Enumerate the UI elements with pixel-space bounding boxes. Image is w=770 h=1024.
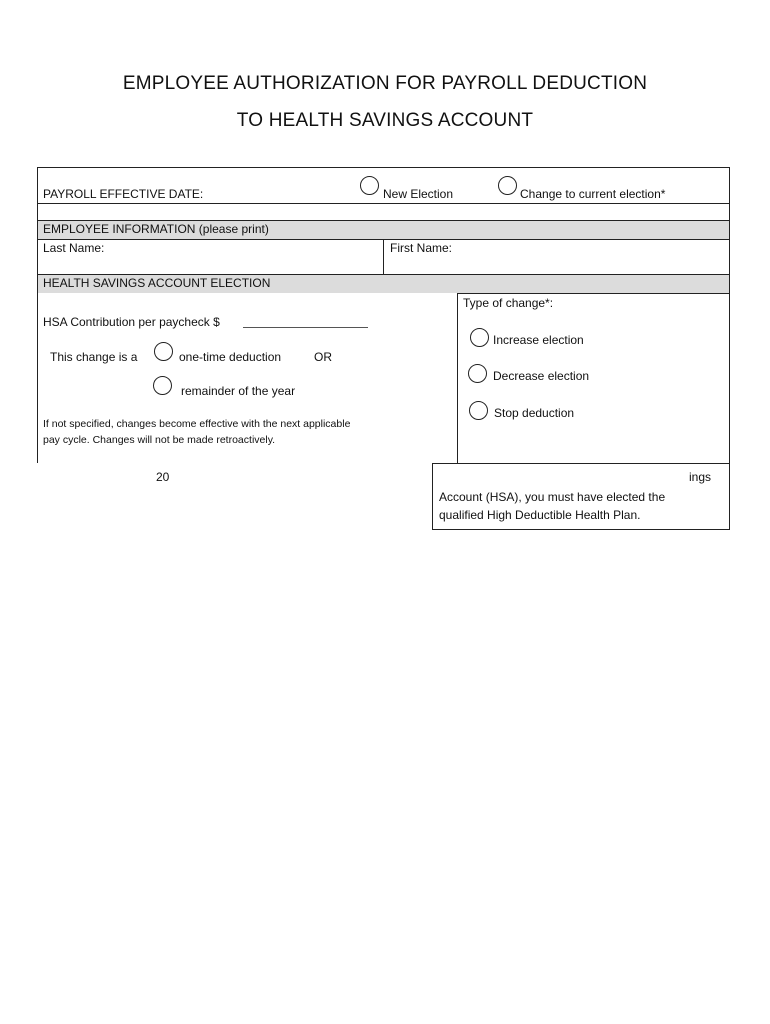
one-time-deduction-label: one-time deduction [179, 350, 282, 364]
new-election-label: New Election [383, 187, 454, 201]
first-name-label: First Name: [390, 241, 453, 255]
change-is-a-label: This change is a [50, 350, 138, 364]
form-right-border [729, 167, 730, 463]
footer-box-bottom [432, 529, 730, 530]
decrease-election-label: Decrease election [493, 369, 590, 383]
type-column-divider [457, 293, 458, 463]
first-name-field[interactable] [390, 256, 726, 272]
form-title-line2: TO HEALTH SAVINGS ACCOUNT [236, 110, 534, 131]
year-prefix: 20 [156, 470, 170, 484]
decrease-election-radio[interactable] [468, 364, 487, 383]
footer-box-left [432, 463, 433, 530]
name-column-divider [383, 239, 384, 274]
account-note-line1: Account (HSA), you must have elected the [439, 490, 666, 504]
ings-fragment: ings [689, 470, 712, 484]
effective-note-line1: If not specified, changes become effective with the next applicable [43, 418, 351, 430]
increase-election-radio[interactable] [470, 328, 489, 347]
hsa-contribution-label: HSA Contribution per paycheck $ [43, 315, 220, 329]
hsa-contribution-field[interactable] [243, 327, 368, 328]
stop-deduction-label: Stop deduction [494, 406, 575, 420]
last-name-field[interactable] [43, 256, 379, 272]
divider [457, 293, 730, 294]
remainder-of-year-radio[interactable] [153, 376, 172, 395]
stop-deduction-radio[interactable] [469, 401, 488, 420]
last-name-label: Last Name: [43, 241, 105, 255]
form-title-line1: EMPLOYEE AUTHORIZATION FOR PAYROLL DEDUCTION [122, 73, 648, 94]
or-label: OR [314, 350, 332, 364]
change-election-label: Change to current election* [520, 187, 666, 201]
footer-box-top [432, 463, 730, 464]
employee-section-heading: EMPLOYEE INFORMATION (please print) [43, 222, 269, 236]
form-top-border [37, 167, 730, 168]
one-time-deduction-radio[interactable] [154, 342, 173, 361]
remainder-of-year-label: remainder of the year [181, 384, 296, 398]
hsa-section-heading: HEALTH SAVINGS ACCOUNT ELECTION [43, 276, 271, 290]
footer-box-right [729, 463, 730, 530]
new-election-radio[interactable] [360, 176, 379, 195]
increase-election-label: Increase election [493, 333, 584, 347]
form-left-border [37, 167, 38, 463]
payroll-effective-date-label: PAYROLL EFFECTIVE DATE: [43, 187, 204, 201]
change-election-radio[interactable] [498, 176, 517, 195]
effective-note-line2: pay cycle. Changes will not be made retroactively. [43, 434, 276, 446]
divider [37, 203, 730, 204]
type-of-change-label: Type of change*: [463, 296, 554, 310]
account-note-line2: qualified High Deductible Health Plan. [439, 508, 641, 522]
